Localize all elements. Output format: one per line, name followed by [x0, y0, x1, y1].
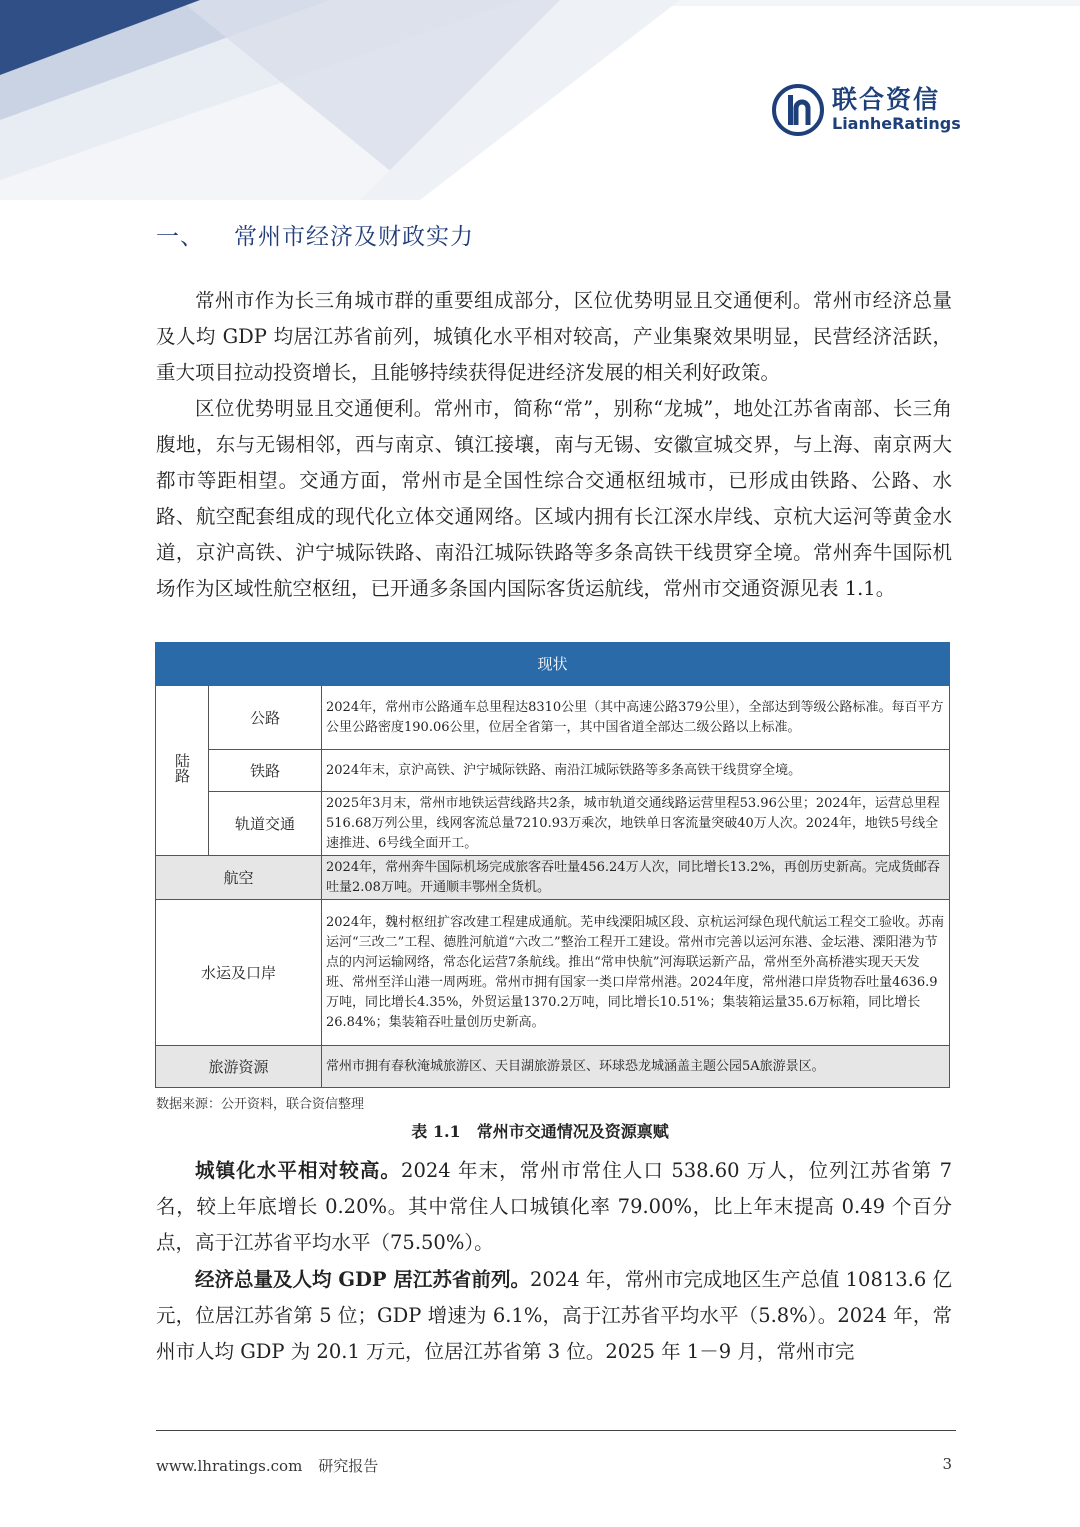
table-row [156, 900, 950, 1046]
row-text-tourism: 常州市拥有春秋淹城旅游区、天目湖旅游景区、环球恐龙城涵盖主题公园5A旅游景区。 [322, 1046, 950, 1088]
land-group-label [156, 686, 209, 856]
paragraph-summary: 常州市作为长三角城市群的重要组成部分，区位优势明显且交通便利。常州市经济总量及人均 GDP 均居江苏省前列，城镇化水平相对较高，产业集聚效果明显，民营经济活跃，重大项目拉动投资增长，且能够持续获得促进经济发展的相关利好政策。 [156, 289, 952, 384]
footer-website[interactable]: www.lhratings.com [156, 1457, 303, 1475]
paragraph-urbanization-lead: 城镇化水平相对较高。 [195, 1159, 402, 1182]
paragraph-location: 区位优势明显且交通便利。常州市，简称“常”，别称“龙城”，地处江苏省南部、长三角腹地，东与无锡相邻，西与南京、镇江接壤，南与无锡、安徽宣城交界，与上海、南京两大都市等距相望。交通方面，常州市是全国性综合交通枢纽城市，已形成由铁路、公路、水路、航空配套组成的现代化立体交通网络。区域内拥有长江深水岸线、京杭大运河等黄金水道，京沪高铁、沪宁城际铁路、南沿江城际铁路等多条高铁干线贯穿全境。常州奔牛国际机场作为区域性航空枢纽，已开通多条国内国际客货运航线，常州市交通资源见表 1.1。 [156, 397, 952, 600]
section-title [156, 218, 474, 251]
row-label-railway: 铁路 [209, 750, 322, 792]
row-label-metro: 轨道交通 [209, 792, 322, 856]
footer [156, 1455, 378, 1476]
row-text-railway: 2024年末，京沪高铁、沪宁城际铁路、南沿江城际铁路等多条高铁干线贯穿全境。 [322, 750, 950, 792]
table-row [156, 856, 950, 900]
table-header-status: 现状 [156, 643, 950, 686]
brand-name-en: LianheRatings [832, 114, 961, 133]
paragraph-urbanization-body: 2024 年末，常州市常住人口 538.60 万人，位列江苏省第 7 名，较上年底增长 0.20%。其中常住人口城镇化率 79.00%，比上年末提高 0.49 个百分点，高于江苏省平均水平（75.50%）。 [156, 1159, 952, 1254]
row-text-highway: 2024年，常州市公路通车总里程达8310公里（其中高速公路379公里），全部达到等级公路标准。每百平方公里公路密度190.06公里，位居全省第一，其中国省道全部达二级公路以上标准。 [322, 686, 950, 750]
row-text-aviation: 2024年，常州奔牛国际机场完成旅客吞吐量456.24万人次，同比增长13.2%，再创历史新高。完成货邮吞吐量2.08万吨。开通顺丰鄂州全货机。 [322, 856, 950, 900]
table-source-note: 数据来源：公开资料，联合资信整理 [156, 1097, 365, 1112]
transport-resources-table [155, 642, 950, 1088]
table-header-row [156, 643, 950, 686]
table-row [156, 792, 950, 856]
paragraph-gdp [156, 1262, 952, 1370]
lianhe-logo-icon [772, 84, 824, 136]
section-number: 一、 [156, 224, 204, 250]
brand-logo [772, 84, 961, 136]
table-caption-title: 常州市交通情况及资源禀赋 [476, 1122, 669, 1141]
paragraph-gdp-body: 2024 年，常州市完成地区生产总值 10813.6 亿元，位居江苏省第 5 位；GDP 增速为 6.1%，高于江苏省平均水平（5.8%）。2024 年，常州市人均 GDP 为 20.1 万元，位居江苏省第 3 位。2025 年 1－9 月，常州市完 [156, 1268, 952, 1363]
table-row [156, 1046, 950, 1088]
section-title-text: 常州市经济及财政实力 [234, 224, 474, 250]
row-text-water: 2024年，魏村枢纽扩容改建工程建成通航。芜申线溧阳城区段、京杭运河绿色现代航运工程交工验收。苏南运河“三改二”工程、德胜河航道“六改二”整治工程开工建设。常州市完善以运河东港、金坛港、溧阳港为节点的内河运输网络，常态化运营7条航线。推出“常申快航”河海联运新产品，常州至外高桥港实现天天发班、常州至洋山港一周两班。常州市拥有国家一类口岸常州港。2024年度，常州港口岸货物吞吐量4636.9万吨，同比增长4.35%，外贸运量1370.2万吨，同比增长10.51%；集装箱运量35.6万标箱，同比增长26.84%；集装箱吞吐量创历史新高。 [322, 900, 950, 1046]
brand-name-cn: 联合资信 [832, 85, 941, 114]
paragraph-urbanization [156, 1153, 952, 1261]
table-caption [0, 1119, 1080, 1142]
page-number: 3 [942, 1455, 952, 1473]
footer-divider [156, 1430, 956, 1431]
table-caption-label: 表 1.1 [411, 1122, 461, 1141]
row-label-water: 水运及口岸 [156, 900, 322, 1046]
row-label-aviation: 航空 [156, 856, 322, 900]
row-label-highway: 公路 [209, 686, 322, 750]
table-row [156, 686, 950, 750]
paragraph-gdp-lead: 经济总量及人均 GDP 居江苏省前列。 [195, 1268, 530, 1291]
table-row [156, 750, 950, 792]
land-group-text: 陆路 [173, 753, 191, 783]
row-text-metro: 2025年3月末，常州市地铁运营线路共2条，城市轨道交通线路运营里程53.96公里；2024年，运营总里程516.68万列公里，线网客流总量7210.93万乘次，地铁单日客流量突破40万人次。2024年，地铁5号线全速推进、6号线全面开工。 [322, 792, 950, 856]
footer-report-type: 研究报告 [318, 1457, 379, 1475]
row-label-tourism: 旅游资源 [156, 1046, 322, 1088]
